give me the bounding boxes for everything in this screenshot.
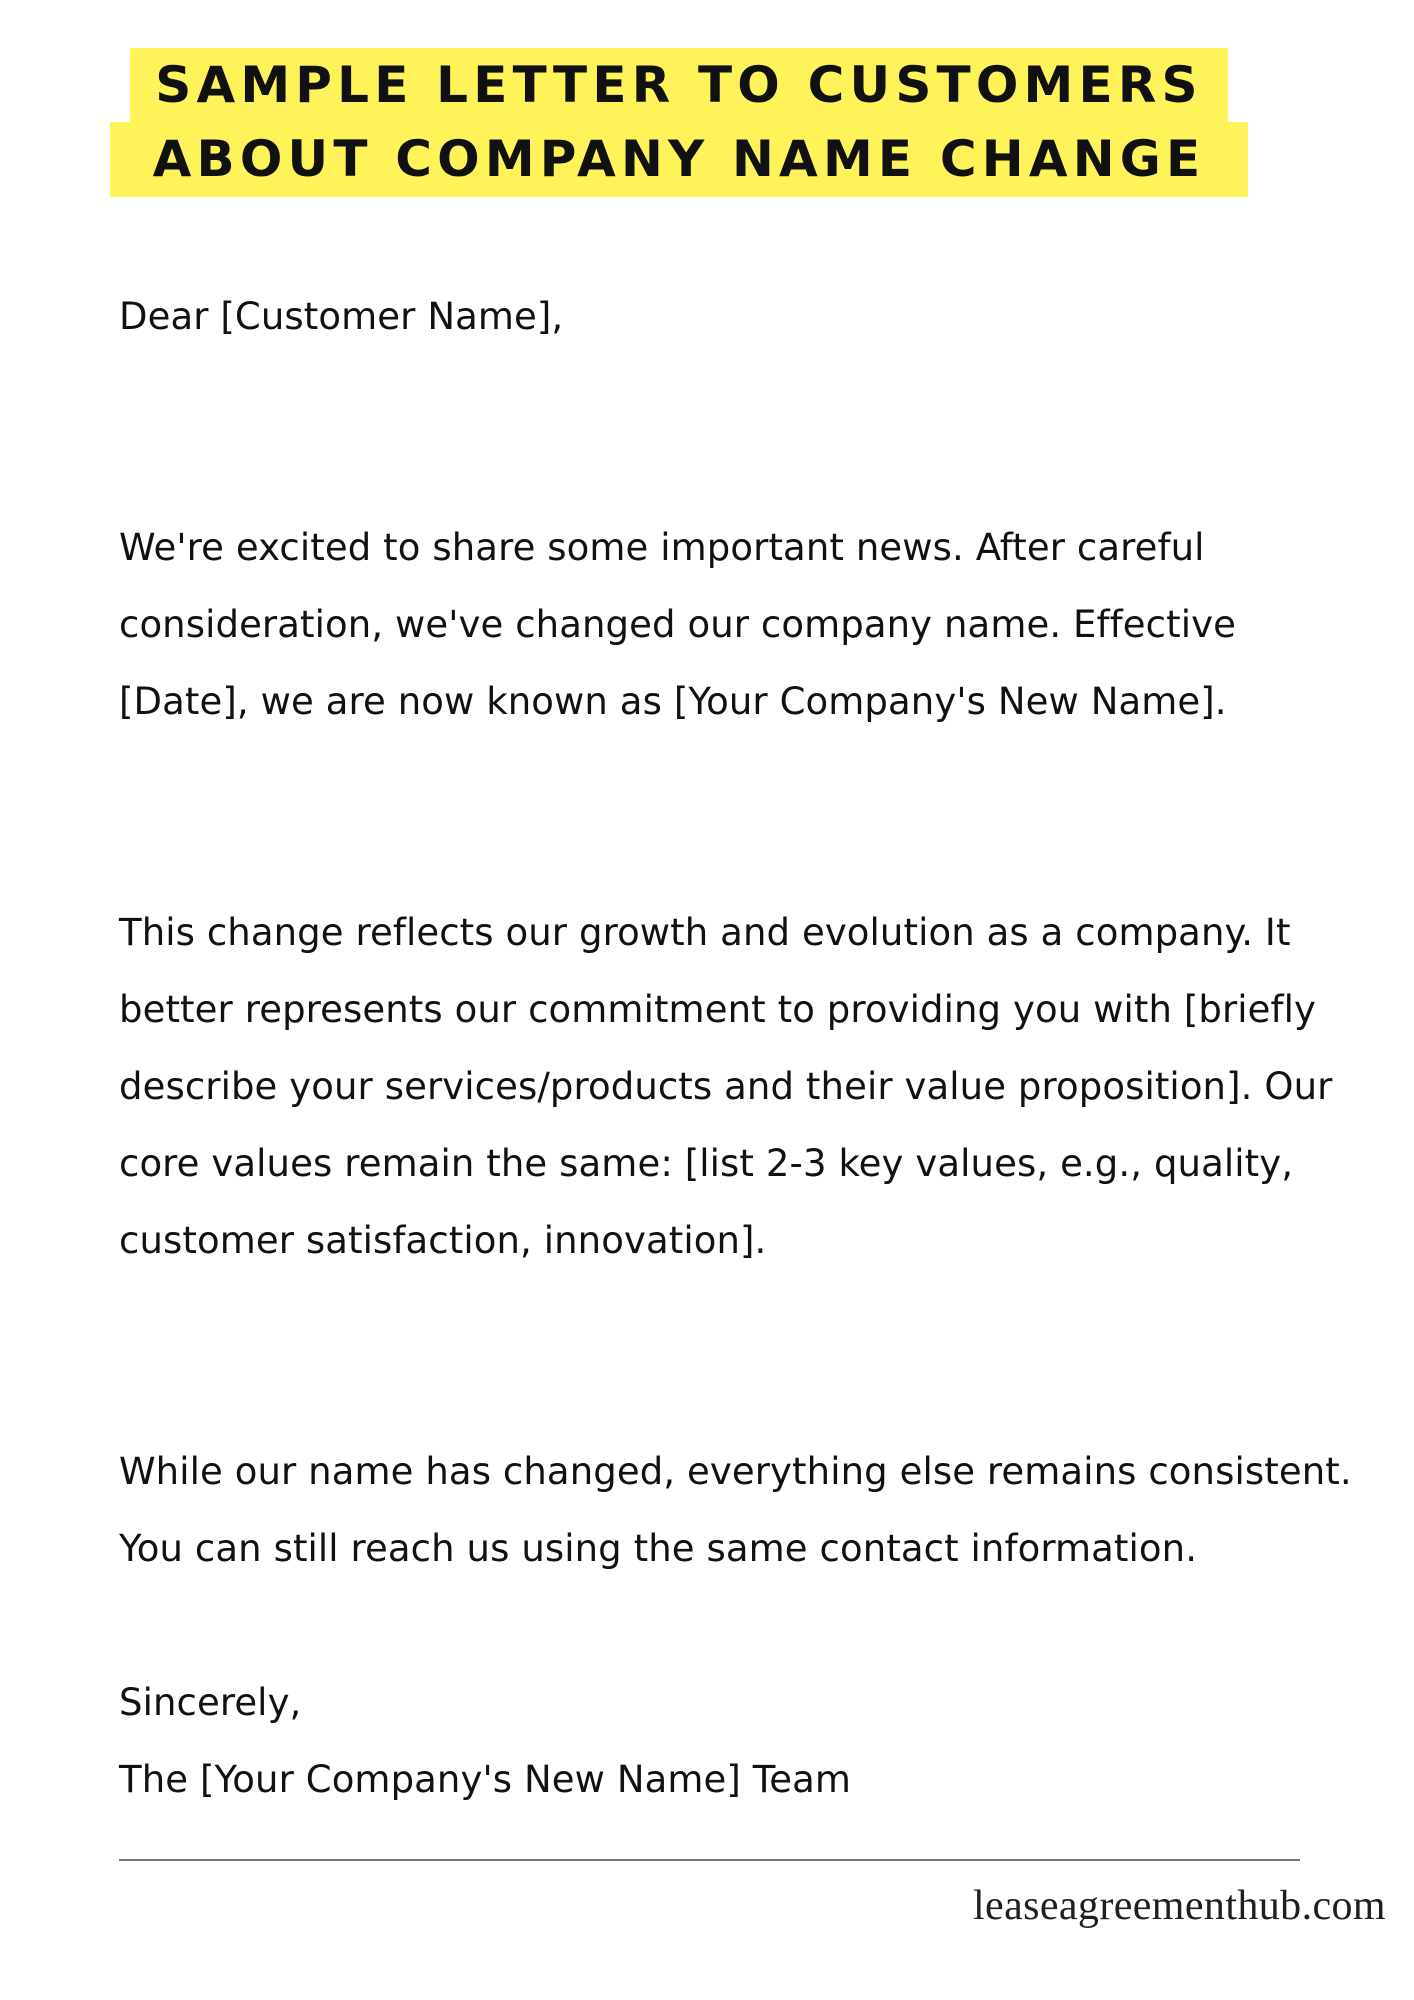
paragraph-announcement-text: We're excited to share some important news. After careful consideration, we've changed our company name. Effective [Date], we are now known as [Your Company's New Name].	[119, 526, 1236, 723]
greeting: Dear [Customer Name],	[119, 295, 564, 338]
letter-body	[119, 278, 1359, 1818]
closing: Sincerely,	[119, 1681, 302, 1724]
paragraph-contact-info-text: While our name has changed, everything else remains consistent. You can still reach us using the same contact information.	[119, 1450, 1352, 1570]
paragraph-announcement	[119, 432, 1359, 740]
paragraph-change-reason	[119, 817, 1359, 1279]
footer-divider	[119, 1859, 1300, 1861]
paragraph-change-reason-text: This change reflects our growth and evolution as a company. It better represents our commitment to providing you with [briefly describe your services/products and their value proposition]. Our core values remain the same: [list 2-3 key values, e.g., quality, customer satisfaction, innovation].	[119, 911, 1333, 1262]
signature: The [Your Company's New Name] Team	[119, 1758, 851, 1801]
page-title-line-2: ABOUT COMPANY NAME CHANGE	[110, 122, 1248, 197]
page-title-line-1: SAMPLE LETTER TO CUSTOMERS	[130, 48, 1228, 122]
paragraph-contact-info	[119, 1356, 1359, 1587]
website-footer: leaseagreementhub.com	[972, 1883, 1386, 1929]
title-block	[110, 48, 1248, 197]
